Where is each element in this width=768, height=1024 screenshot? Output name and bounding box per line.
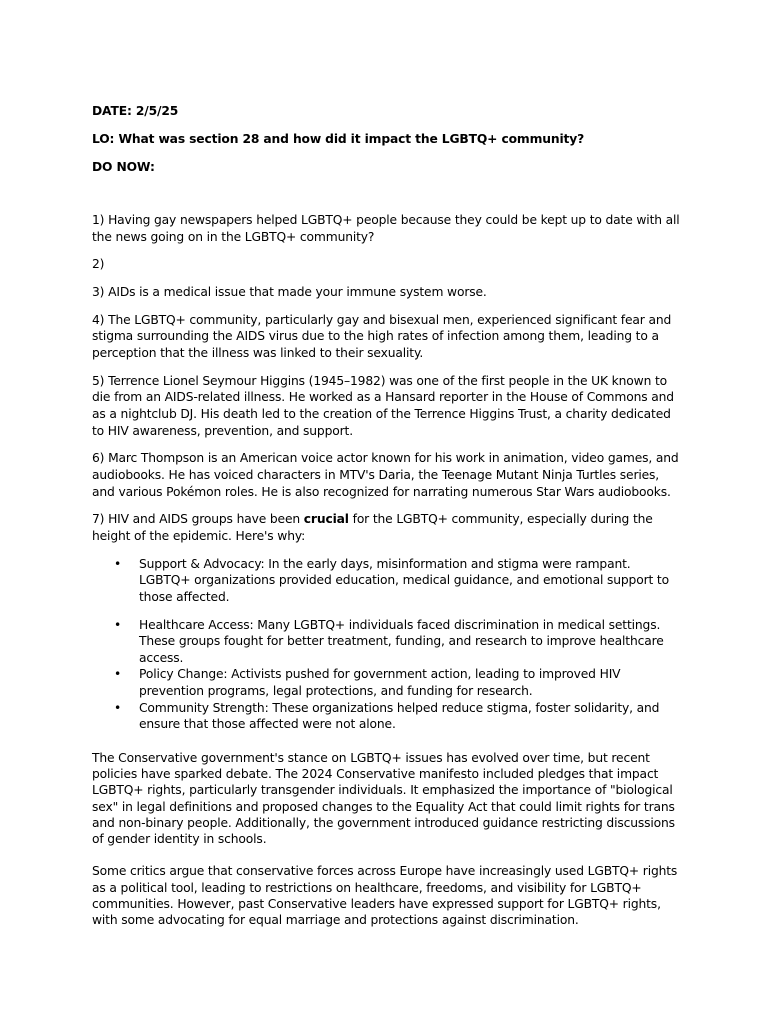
reasons-list [92, 556, 680, 733]
answer-1: 1) Having gay newspapers helped LGBTQ+ people because they could be kept up to date with all the news going on in the LGBTQ+ community? [92, 212, 680, 244]
list-item [92, 617, 680, 667]
critics-paragraph: Some critics argue that conservative forces across Europe have increasingly used LGBTQ+ rights as a political tool, leading to restrictions on healthcare, freedoms, and visibility for LGBTQ+ communities. However, past Conservative leaders have expressed support for LGBTQ+ rights, with some advocating for equal marriage and protections against discrimination. [92, 864, 678, 928]
answer-6: 6) Marc Thompson is an American voice actor known for his work in animation, video games, and audiobooks. He has voiced characters in MTV's Daria, the Teenage Mutant Ninja Turtles series, and various Pokémon roles. He is also recognized for narrating numerous Star Wars audiobooks. [92, 451, 679, 499]
learning-objective: LO: What was section 28 and how did it impact the LGBTQ+ community? [92, 131, 585, 146]
list-item-text: Community Strength: These organizations helped reduce stigma, foster solidarity, and ensure that those affected were not alone. [139, 700, 660, 732]
bullet-marker: • [114, 556, 122, 571]
list-item-text: Healthcare Access: Many LGBTQ+ individuals faced discrimination in medical settings. These groups fought for better treatment, funding, and research to improve healthcare access. [139, 617, 664, 665]
answer-7 [92, 511, 680, 544]
answer-7-bold-word: crucial [303, 512, 349, 527]
bullet-marker: • [114, 617, 122, 632]
list-item [92, 666, 680, 699]
do-now-heading: DO NOW: [92, 159, 155, 174]
answer-2: 2) [92, 257, 105, 272]
answer-3: 3) AIDs is a medical issue that made your immune system worse. [92, 285, 487, 300]
answer-4: 4) The LGBTQ+ community, particularly gay and bisexual men, experienced significant fear and stigma surrounding the AIDS virus due to the high rates of infection among them, leading to a perception that the illness was linked to their sexuality. [92, 312, 672, 361]
bullet-marker: • [114, 700, 122, 715]
bullet-marker: • [114, 667, 122, 682]
answer-7-intro: 7) HIV and AIDS groups have been [92, 512, 304, 527]
list-item [92, 556, 680, 606]
list-item-text: Policy Change: Activists pushed for government action, leading to improved HIV prevention programs, legal protections, and funding for research. [139, 667, 621, 698]
list-item [92, 700, 680, 733]
answer-7-rest: for the LGBTQ+ community, especially during the height of the epidemic. Here's why: [92, 512, 653, 543]
conservative-paragraph: The Conservative government's stance on LGBTQ+ issues has evolved over time, but recent policies have sparked debate. The 2024 Conservative manifesto included pledges that impact LGBTQ+ rights, particularly transgender individuals. It emphasized the importance of "biological sex" in legal definitions and proposed changes to the Equality Act that could limit rights for trans and non-binary people. Additionally, the government introduced guidance restricting discussions of gender identity in schools. [92, 750, 675, 847]
list-item-text: Support & Advocacy: In the early days, misinformation and stigma were rampant. LGBTQ+ organizations provided education, medical guidance, and emotional support to those affected. [139, 556, 669, 604]
answer-5: 5) Terrence Lionel Seymour Higgins (1945–1982) was one of the first people in the UK known to die from an AIDS-related illness. He worked as a Hansard reporter in the House of Commons and as a nightclub DJ. His death led to the creation of the Terrence Higgins Trust, a charity dedicated to HIV awareness, prevention, and support. [92, 373, 674, 438]
document-body [92, 103, 680, 929]
date-heading: DATE: 2/5/25 [92, 104, 179, 118]
